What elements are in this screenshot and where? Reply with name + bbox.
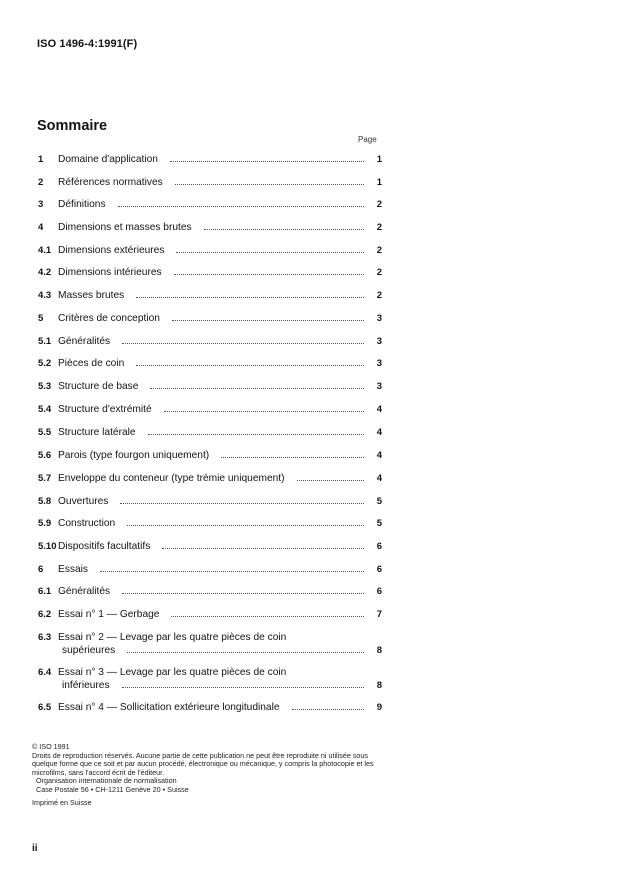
- toc-entry-page: 7: [376, 609, 382, 620]
- toc-entry-page: 6: [376, 564, 382, 575]
- toc-entry-number: 5.3: [38, 381, 52, 392]
- toc-entry-label: Définitions: [58, 199, 106, 210]
- toc-entry[interactable]: [38, 381, 382, 395]
- toc-entry-label: Structure d'extrémité: [58, 404, 152, 415]
- toc-entry-label: Dispositifs facultatifs: [58, 541, 151, 552]
- toc-entry-label: Dimensions intérieures: [58, 267, 162, 278]
- toc-entry-number: 5.4: [38, 404, 52, 415]
- toc-entry-page: 2: [376, 267, 382, 278]
- organization-name: Organisation internationale de normalisation: [36, 776, 177, 786]
- dot-leader: [174, 274, 364, 275]
- dot-leader: [118, 206, 364, 207]
- toc-entry[interactable]: [38, 427, 382, 441]
- copyright-block: [32, 743, 384, 807]
- toc-entry-label: Domaine d'application: [58, 154, 158, 165]
- toc-entry-page: 3: [376, 358, 382, 369]
- toc-entry-number: 2: [38, 177, 44, 188]
- dot-leader: [148, 434, 364, 435]
- rights-notice: Droits de reproduction réservés. Aucune partie de cette publication ne peut être reproduite ni utilisée sous quelque forme que ce soit et par aucun procédé, électronique ou mécanique, y compris la photocopie et les microfilms, sans l'accord écrit de l'éditeur.: [32, 750, 374, 777]
- toc-entry-label: Dimensions et masses brutes: [58, 222, 192, 233]
- toc-entry-page: 8: [376, 680, 382, 691]
- toc-entry-label: Pièces de coin: [58, 358, 125, 369]
- toc-entry[interactable]: [38, 667, 382, 693]
- toc-entry-number: 5.5: [38, 427, 52, 438]
- toc-entry-label: Structure latérale: [58, 427, 136, 438]
- page-column-label: Page: [358, 135, 377, 144]
- toc-entry-page: 6: [376, 586, 382, 597]
- toc-entry-page: 4: [376, 473, 382, 484]
- toc-entry[interactable]: [38, 702, 382, 716]
- toc-entry-label-continued: inférieures: [62, 680, 110, 691]
- dot-leader: [175, 184, 364, 185]
- dot-leader: [162, 548, 364, 549]
- page-number: ii: [32, 843, 38, 854]
- toc-entry[interactable]: [38, 404, 382, 418]
- toc-entry-page: 5: [376, 496, 382, 507]
- copyright-line: © ISO 1991: [32, 742, 70, 751]
- toc-entry-page: 4: [376, 450, 382, 461]
- dot-leader: [172, 320, 364, 321]
- toc-entry-page: 1: [376, 177, 382, 188]
- dot-leader: [171, 616, 364, 617]
- toc-entry-number: 6: [38, 564, 44, 575]
- toc-entry[interactable]: [38, 358, 382, 372]
- toc-entry-number: 5.9: [38, 518, 52, 529]
- toc-entry-number: 4: [38, 222, 44, 233]
- toc-entry-label: Essai n° 3 — Levage par les quatre pièces de coin: [58, 667, 287, 678]
- standard-reference: ISO 1496-4:1991(F): [37, 38, 138, 50]
- toc-entry-page: 5: [376, 518, 382, 529]
- toc-entry-label: Essai n° 2 — Levage par les quatre pièces de coin: [58, 632, 287, 643]
- toc-entry-number: 4.1: [38, 245, 52, 256]
- dot-leader: [170, 161, 364, 162]
- toc-entry-label-continued: supérieures: [62, 645, 116, 656]
- toc-entry-page: 2: [376, 245, 382, 256]
- toc-entry-label: Enveloppe du conteneur (type trémie uniquement): [58, 473, 285, 484]
- toc-entry[interactable]: [38, 245, 382, 259]
- toc-entry[interactable]: [38, 267, 382, 281]
- toc-entry[interactable]: [38, 199, 382, 213]
- toc-entry[interactable]: [38, 564, 382, 578]
- toc-entry-label: Essai n° 4 — Sollicitation extérieure longitudinale: [58, 702, 280, 713]
- dot-leader: [100, 571, 364, 572]
- toc-entry-page: 1: [376, 154, 382, 165]
- dot-leader: [204, 229, 364, 230]
- toc-entry-number: 5.6: [38, 450, 52, 461]
- toc-entry-number: 6.5: [38, 702, 52, 713]
- toc-entry-page: 8: [376, 645, 382, 656]
- toc-entry-label: Généralités: [58, 586, 111, 597]
- dot-leader: [122, 343, 364, 344]
- toc-entry-page: 3: [376, 313, 382, 324]
- toc-entry[interactable]: [38, 586, 382, 600]
- dot-leader: [136, 297, 364, 298]
- toc-entry-number: 5.2: [38, 358, 52, 369]
- toc-entry[interactable]: [38, 450, 382, 464]
- dot-leader: [127, 652, 364, 653]
- toc-entry[interactable]: [38, 473, 382, 487]
- toc-entry-number: 3: [38, 199, 44, 210]
- toc-entry-label: Critères de conception: [58, 313, 160, 324]
- toc-entry[interactable]: [38, 154, 382, 168]
- toc-entry-label: Masses brutes: [58, 290, 125, 301]
- toc-entry[interactable]: [38, 336, 382, 350]
- dot-leader: [136, 365, 364, 366]
- toc-entry-page: 9: [376, 702, 382, 713]
- toc-entry-label: Ouvertures: [58, 496, 109, 507]
- toc-entry-label: Essais: [58, 564, 89, 575]
- toc-entry-page: 2: [376, 222, 382, 233]
- dot-leader: [122, 593, 364, 594]
- toc-entry[interactable]: [38, 541, 382, 555]
- toc-entry[interactable]: [38, 313, 382, 327]
- toc-entry-label: Structure de base: [58, 381, 139, 392]
- toc-entry-page: 3: [376, 336, 382, 347]
- dot-leader: [292, 709, 364, 710]
- toc-entry-number: 5.8: [38, 496, 52, 507]
- dot-leader: [150, 388, 364, 389]
- toc-entry[interactable]: [38, 177, 382, 191]
- toc-entry-label: Essai n° 1 — Gerbage: [58, 609, 160, 620]
- toc-entry-number: 6.1: [38, 586, 52, 597]
- toc-entry-number: 4.3: [38, 290, 52, 301]
- toc-entry-number: 5.1: [38, 336, 52, 347]
- toc-entry-number: 5: [38, 313, 44, 324]
- dot-leader: [120, 503, 364, 504]
- toc-entry[interactable]: [38, 222, 382, 236]
- toc-entry-label: Construction: [58, 518, 116, 529]
- toc-entry-label: Références normatives: [58, 177, 163, 188]
- toc-entry-page: 4: [376, 427, 382, 438]
- toc-entry-page: 2: [376, 290, 382, 301]
- dot-leader: [164, 411, 364, 412]
- toc-entry-page: 2: [376, 199, 382, 210]
- toc-entry[interactable]: [38, 518, 382, 532]
- toc-entry-number: 1: [38, 154, 44, 165]
- toc-entry-label: Généralités: [58, 336, 111, 347]
- toc-entry-number: 6.2: [38, 609, 52, 620]
- dot-leader: [122, 687, 364, 688]
- toc-entry[interactable]: [38, 290, 382, 304]
- toc-entry-number: 6.4: [38, 667, 52, 678]
- toc-entry-label: Parois (type fourgon uniquement): [58, 450, 210, 461]
- toc-entry-number: 4.2: [38, 267, 52, 278]
- toc-entry-label: Dimensions extérieures: [58, 245, 165, 256]
- dot-leader: [297, 480, 364, 481]
- toc-entry-number: 5.10: [38, 541, 57, 552]
- toc-title: Sommaire: [37, 118, 108, 134]
- toc-entry-page: 3: [376, 381, 382, 392]
- dot-leader: [221, 457, 364, 458]
- dot-leader: [127, 525, 364, 526]
- toc-entry[interactable]: [38, 632, 382, 658]
- toc-entry[interactable]: [38, 609, 382, 623]
- toc-entry-page: 4: [376, 404, 382, 415]
- toc-entry-number: 6.3: [38, 632, 52, 643]
- toc-entry[interactable]: [38, 496, 382, 510]
- toc-entry-number: 5.7: [38, 473, 52, 484]
- dot-leader: [176, 252, 364, 253]
- printed-in: Imprimé en Suisse: [32, 797, 92, 807]
- toc-entry-page: 6: [376, 541, 382, 552]
- organization-address: Case Postale 56 • CH-1211 Genève 20 • Suisse: [36, 784, 189, 794]
